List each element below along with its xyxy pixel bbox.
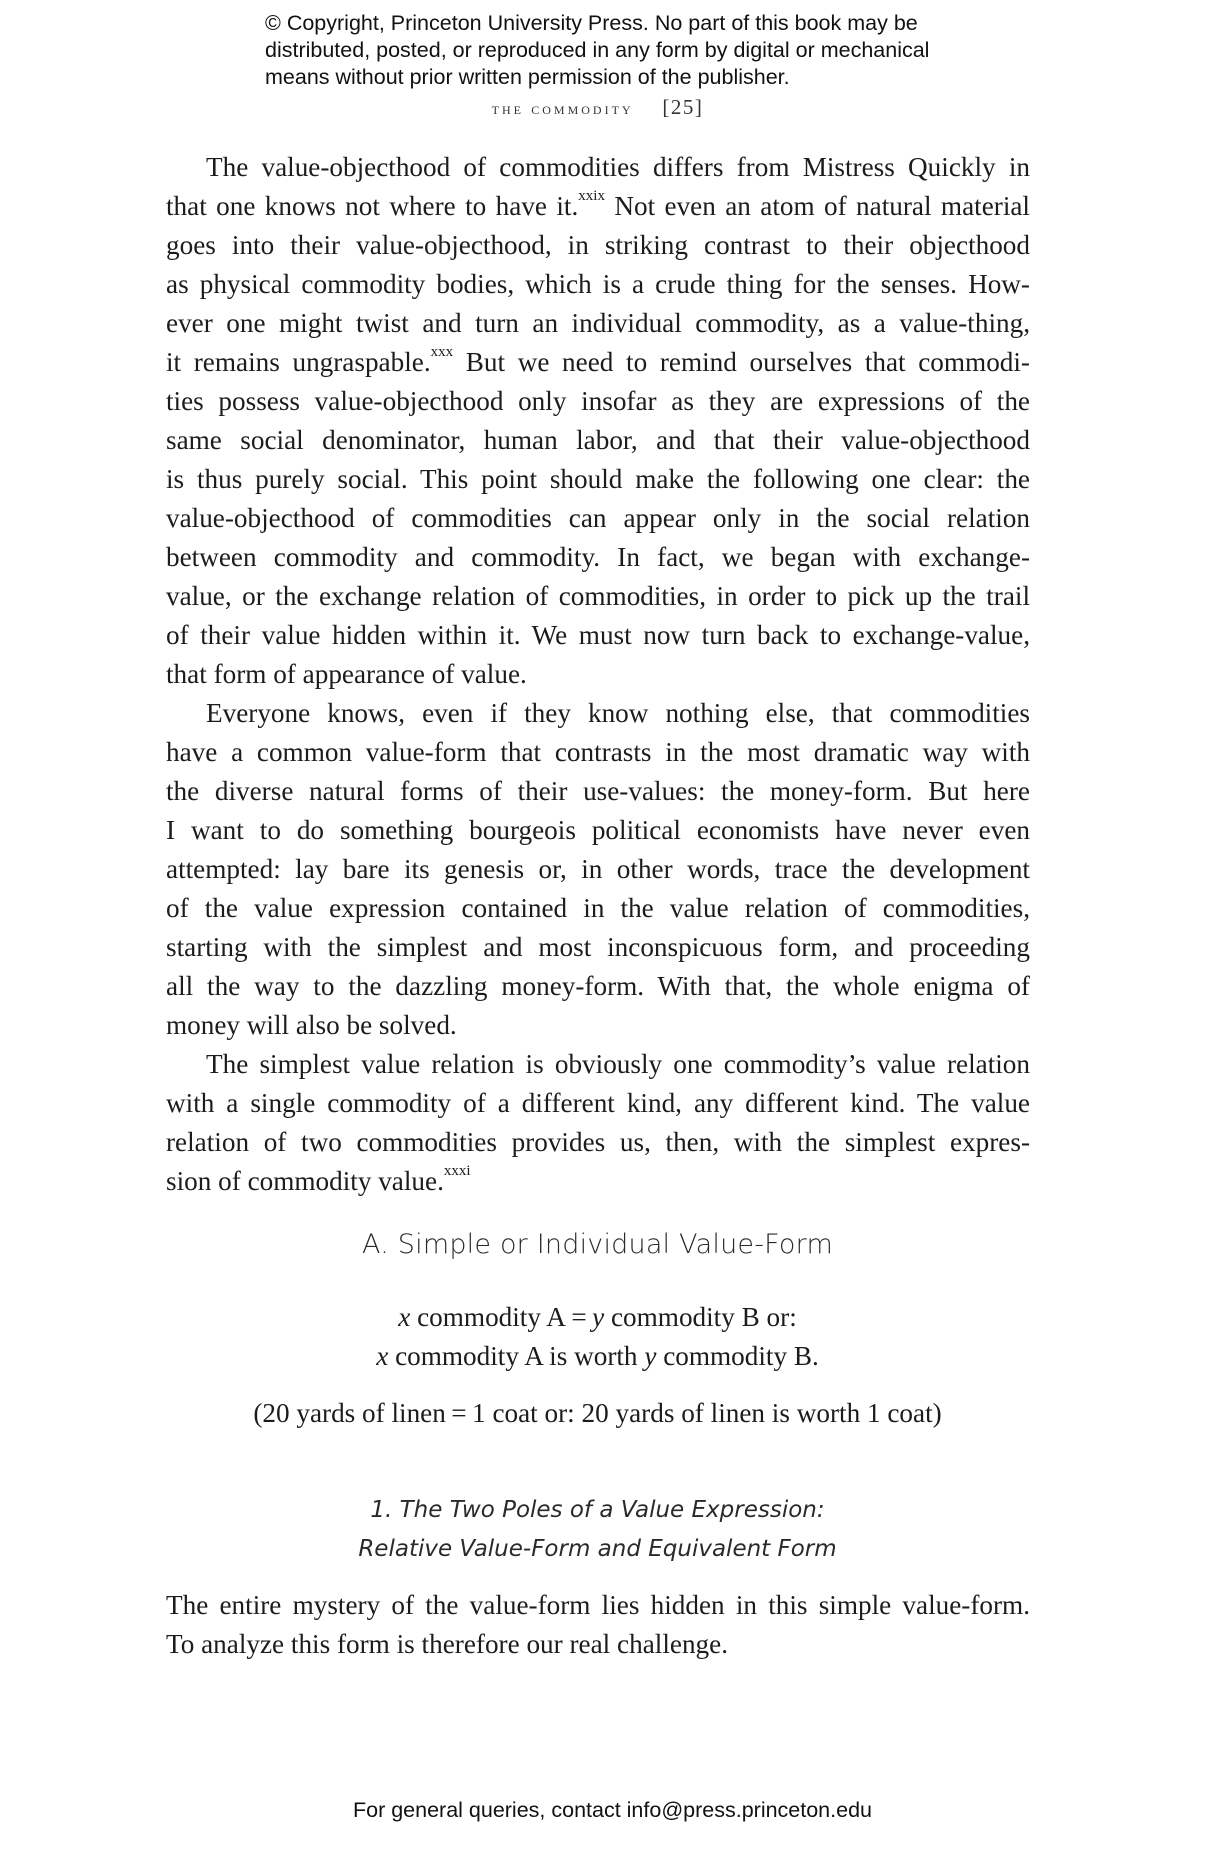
variable-x: x bbox=[376, 1341, 389, 1371]
text-line: all the way to the dazzling money-form. With that, the whole enigma of bbox=[166, 971, 1030, 1001]
body-text bbox=[166, 148, 1030, 1201]
text-line: relation of two commodities provides us, then, with the simplest expres- bbox=[166, 1127, 1030, 1157]
text-segment: sion of commodity value. bbox=[166, 1166, 444, 1196]
text-line: between commodity and commodity. In fact, we began with exchange- bbox=[166, 542, 1030, 572]
text-segment: Not even an atom of natural material bbox=[604, 191, 1030, 221]
text-line bbox=[166, 343, 1030, 382]
text-segment: But we need to remind ourselves that commodi- bbox=[453, 347, 1030, 377]
paragraph-3 bbox=[166, 1045, 1030, 1201]
formula-line-2 bbox=[0, 1341, 1195, 1372]
copyright-line: distributed, posted, or reproduced in any form by digital or mechanical bbox=[265, 38, 930, 62]
endnote-marker: xxxi bbox=[443, 1163, 471, 1179]
subsection-heading-line-2: Relative Value-Form and Equivalent Form bbox=[358, 1536, 837, 1562]
text-line: as physical commodity bodies, which is a crude thing for the senses. How- bbox=[166, 269, 1030, 299]
text-line: ties possess value-objecthood only insofar as they are expressions of the bbox=[166, 386, 1030, 416]
formula-example: (20 yards of linen = 1 coat or: 20 yards of linen is worth 1 coat) bbox=[253, 1398, 942, 1428]
text-line: money will also be solved. bbox=[166, 1010, 457, 1040]
text-line bbox=[166, 1162, 1030, 1201]
section-heading: A. Simple or Individual Value-Form bbox=[362, 1229, 833, 1260]
page-number: [25] bbox=[662, 95, 704, 119]
text-line: starting with the simplest and most inconspicuous form, and proceeding bbox=[166, 932, 1030, 962]
text-line: same social denominator, human labor, and that their value-objecthood bbox=[166, 425, 1030, 455]
text-line: I want to do something bourgeois political economists have never even bbox=[166, 815, 1030, 845]
text-line: The entire mystery of the value-form lies hidden in this simple value-form. bbox=[166, 1590, 1030, 1620]
text-line: ever one might twist and turn an individual commodity, as a value-thing, bbox=[166, 308, 1030, 338]
formula-line-1 bbox=[0, 1302, 1195, 1333]
text-line: value, or the exchange relation of commodities, in order to pick up the trail bbox=[166, 581, 1030, 611]
variable-y: y bbox=[644, 1341, 657, 1371]
text-line bbox=[166, 187, 1030, 226]
text-line: with a single commodity of a different kind, any different kind. The value bbox=[166, 1088, 1030, 1118]
paragraph-2 bbox=[166, 694, 1030, 1045]
text-segment: that one knows not where to have it. bbox=[166, 191, 579, 221]
closing-paragraph bbox=[166, 1586, 1030, 1664]
text-line: The simplest value relation is obviously one commodity’s value relation bbox=[206, 1049, 1030, 1079]
text-line: have a common value-form that contrasts in the most dramatic way with bbox=[166, 737, 1030, 767]
copyright-line: © Copyright, Princeton University Press. No part of this book may be bbox=[265, 11, 918, 35]
variable-y: y bbox=[592, 1302, 605, 1332]
text-line: is thus purely social. This point should make the following one clear: the bbox=[166, 464, 1030, 494]
text-line: that form of appearance of value. bbox=[166, 659, 527, 689]
text-line: The value-objecthood of commodities differs from Mistress Quickly in bbox=[206, 152, 1030, 182]
formula-text: commodity A = bbox=[410, 1302, 593, 1332]
text-line: To analyze this form is therefore our real challenge. bbox=[166, 1629, 728, 1659]
text-line: value-objecthood of commodities can appear only in the social relation bbox=[166, 503, 1030, 533]
formula-text: commodity B or: bbox=[604, 1302, 797, 1332]
endnote-marker: xxx bbox=[430, 344, 454, 360]
text-line: attempted: lay bare its genesis or, in other words, trace the development bbox=[166, 854, 1030, 884]
paragraph-1 bbox=[166, 148, 1030, 694]
variable-x: x bbox=[398, 1302, 411, 1332]
footer-contact: For general queries, contact info@press.princeton.edu bbox=[352, 1798, 872, 1822]
copyright-notice bbox=[265, 10, 1025, 91]
text-line: of the value expression contained in the value relation of commodities, bbox=[166, 893, 1030, 923]
running-head bbox=[0, 95, 1195, 120]
text-line: the diverse natural forms of their use-values: the money-form. But here bbox=[166, 776, 1030, 806]
formula-text: commodity A is worth bbox=[388, 1341, 645, 1371]
running-head-title: the commodity bbox=[491, 99, 634, 118]
endnote-marker: xxix bbox=[578, 188, 605, 204]
text-segment: it remains ungraspable. bbox=[166, 347, 431, 377]
copyright-line: means without prior written permission of the publisher. bbox=[265, 65, 790, 89]
formula-text: commodity B. bbox=[656, 1341, 819, 1371]
text-line: of their value hidden within it. We must now turn back to exchange-value, bbox=[166, 620, 1030, 650]
text-line: Everyone knows, even if they know nothing else, that commodities bbox=[206, 698, 1030, 728]
text-line: goes into their value-objecthood, in striking contrast to their objecthood bbox=[166, 230, 1030, 260]
subsection-heading-line-1: 1. The Two Poles of a Value Expression: bbox=[370, 1497, 825, 1523]
